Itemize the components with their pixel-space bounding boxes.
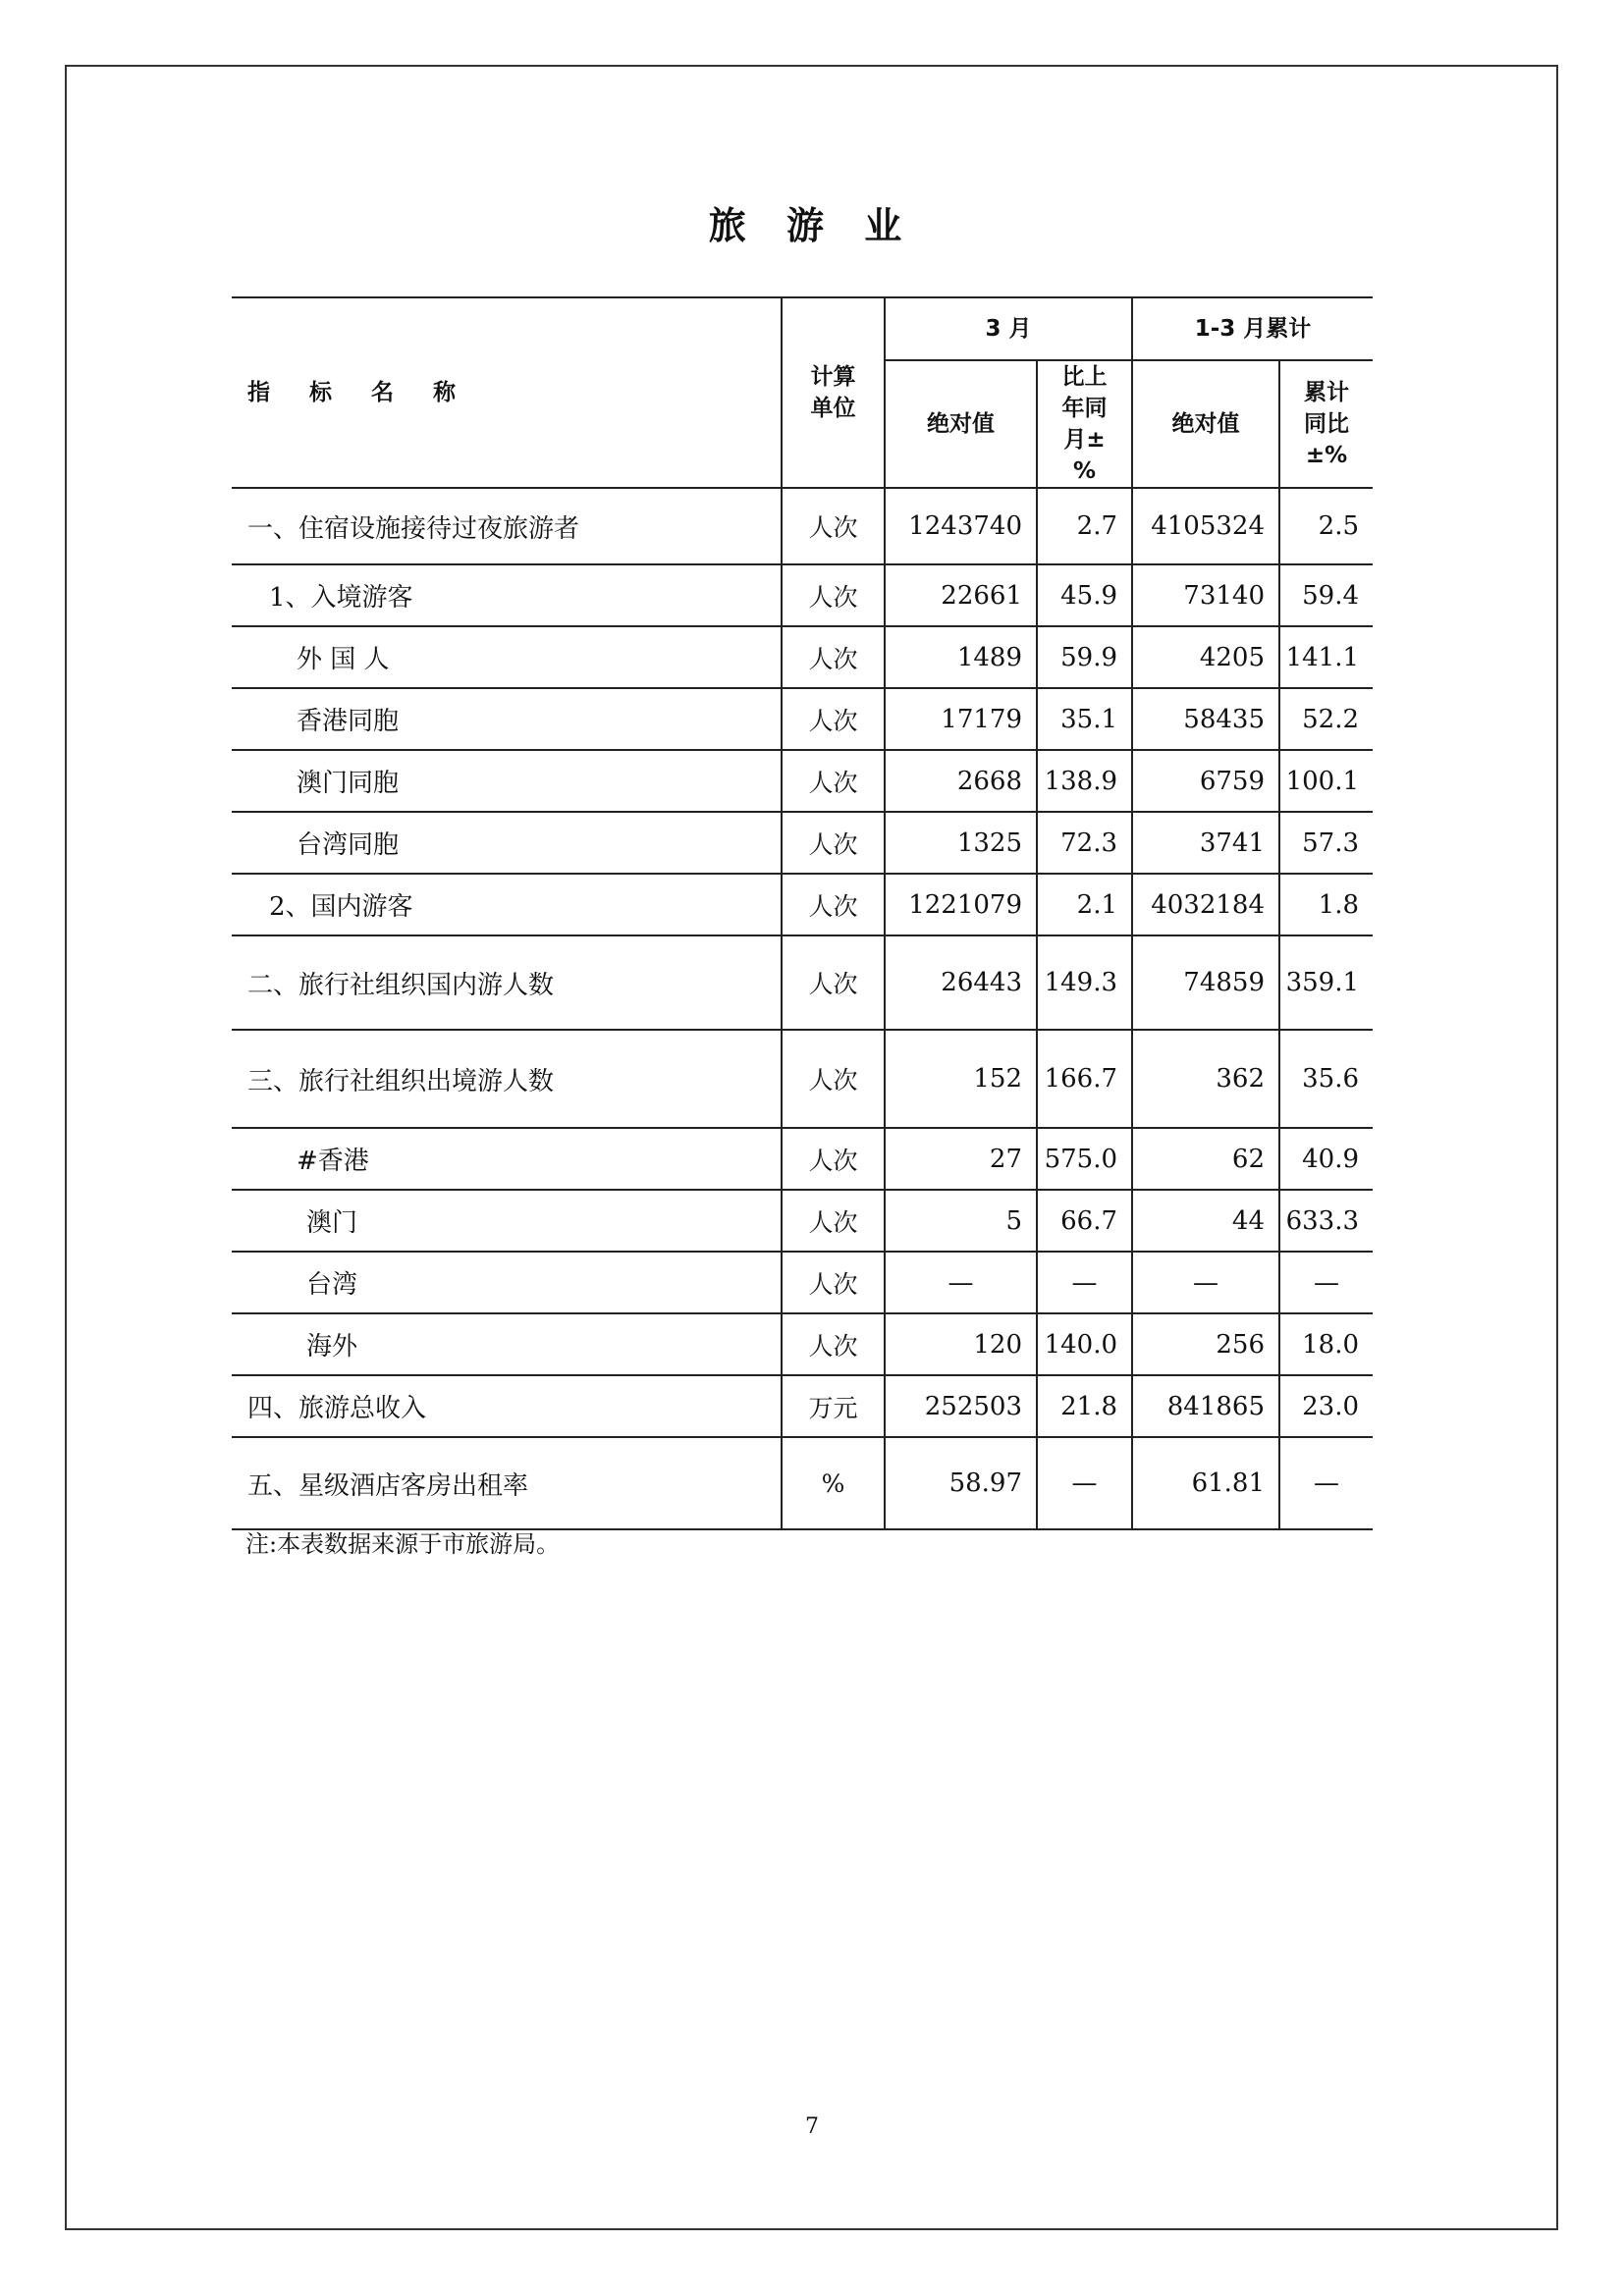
header-ytd-absolute: 绝对值: [1132, 360, 1279, 488]
table-row: [232, 1030, 1373, 1128]
row-month-change: 2.7: [1037, 488, 1132, 564]
table-row: [232, 1128, 1373, 1190]
row-label: 澳门同胞: [232, 750, 782, 812]
row-label: 一、住宿设施接待过夜旅游者: [232, 488, 782, 564]
table-row: [232, 626, 1373, 688]
table-row: [232, 750, 1373, 812]
row-ytd-absolute: 3741: [1132, 812, 1279, 874]
header-ytd-change-text: 累计同比±%: [1304, 380, 1350, 468]
row-month-absolute: 22661: [885, 564, 1037, 626]
row-month-absolute: 120: [885, 1313, 1037, 1375]
row-month-absolute: 27: [885, 1128, 1037, 1190]
row-ytd-absolute: 841865: [1132, 1375, 1279, 1437]
table-row: [232, 1252, 1373, 1313]
row-ytd-change: 100.1: [1279, 750, 1373, 812]
table-row: [232, 688, 1373, 750]
row-ytd-absolute: 58435: [1132, 688, 1279, 750]
table-row: [232, 1437, 1373, 1529]
row-month-change: —: [1037, 1252, 1132, 1313]
row-month-absolute: 58.97: [885, 1437, 1037, 1529]
row-ytd-change: —: [1279, 1252, 1373, 1313]
table-row: [232, 874, 1373, 935]
row-month-change: 21.8: [1037, 1375, 1132, 1437]
row-unit: 人次: [782, 1128, 885, 1190]
row-unit: 人次: [782, 564, 885, 626]
header-month-group: 3 月: [885, 297, 1132, 360]
row-ytd-absolute: 44: [1132, 1190, 1279, 1252]
row-label: 二、旅行社组织国内游人数: [232, 935, 782, 1030]
row-month-absolute: 152: [885, 1030, 1037, 1128]
row-ytd-change: 35.6: [1279, 1030, 1373, 1128]
row-label: 2、国内游客: [232, 874, 782, 935]
row-label: 1、入境游客: [232, 564, 782, 626]
row-month-change: 59.9: [1037, 626, 1132, 688]
row-unit: 人次: [782, 1190, 885, 1252]
row-month-change: 2.1: [1037, 874, 1132, 935]
header-month-absolute: 绝对值: [885, 360, 1037, 488]
row-ytd-absolute: —: [1132, 1252, 1279, 1313]
row-ytd-absolute: 73140: [1132, 564, 1279, 626]
row-ytd-change: 59.4: [1279, 564, 1373, 626]
row-unit: 万元: [782, 1375, 885, 1437]
table-row: [232, 564, 1373, 626]
row-ytd-absolute: 4105324: [1132, 488, 1279, 564]
row-month-change: 35.1: [1037, 688, 1132, 750]
row-ytd-absolute: 61.81: [1132, 1437, 1279, 1529]
row-unit: 人次: [782, 874, 885, 935]
row-month-change: 138.9: [1037, 750, 1132, 812]
row-ytd-absolute: 6759: [1132, 750, 1279, 812]
row-label: 台湾同胞: [232, 812, 782, 874]
row-ytd-absolute: 4205: [1132, 626, 1279, 688]
row-unit: 人次: [782, 750, 885, 812]
header-month-change: [1037, 360, 1132, 488]
row-label: 台湾: [232, 1252, 782, 1313]
row-ytd-change: 23.0: [1279, 1375, 1373, 1437]
row-month-change: 149.3: [1037, 935, 1132, 1030]
row-unit: %: [782, 1437, 885, 1529]
row-unit: 人次: [782, 1030, 885, 1128]
row-ytd-change: —: [1279, 1437, 1373, 1529]
page-title: 旅 游 业: [708, 204, 916, 247]
table-row: [232, 812, 1373, 874]
row-label: 五、星级酒店客房出租率: [232, 1437, 782, 1529]
row-ytd-absolute: 74859: [1132, 935, 1279, 1030]
row-unit: 人次: [782, 1313, 885, 1375]
row-ytd-change: 359.1: [1279, 935, 1373, 1030]
row-month-absolute: 1489: [885, 626, 1037, 688]
row-month-change: 45.9: [1037, 564, 1132, 626]
row-ytd-absolute: 4032184: [1132, 874, 1279, 935]
row-label: 三、旅行社组织出境游人数: [232, 1030, 782, 1128]
row-month-change: 66.7: [1037, 1190, 1132, 1252]
row-month-change: 72.3: [1037, 812, 1132, 874]
row-label: 澳门: [232, 1190, 782, 1252]
header-unit-text: 计算单位: [810, 364, 856, 421]
header-ytd-change: [1279, 360, 1373, 488]
row-month-absolute: 2668: [885, 750, 1037, 812]
row-unit: 人次: [782, 1252, 885, 1313]
page-number: 7: [805, 2114, 819, 2139]
table-row: [232, 1313, 1373, 1375]
table-body: [232, 488, 1373, 1529]
row-label: 外 国 人: [232, 626, 782, 688]
row-month-absolute: 1221079: [885, 874, 1037, 935]
row-ytd-change: 40.9: [1279, 1128, 1373, 1190]
header-month-change-text: 比上年同月±%: [1061, 364, 1108, 484]
row-ytd-change: 141.1: [1279, 626, 1373, 688]
table-row: [232, 1190, 1373, 1252]
row-month-absolute: 26443: [885, 935, 1037, 1030]
row-ytd-change: 633.3: [1279, 1190, 1373, 1252]
source-note: 注:本表数据来源于市旅游局。: [245, 1530, 561, 1558]
row-ytd-change: 57.3: [1279, 812, 1373, 874]
row-ytd-change: 18.0: [1279, 1313, 1373, 1375]
row-label: #香港: [232, 1128, 782, 1190]
header-indicator-name: 指 标 名 称: [232, 297, 782, 488]
row-unit: 人次: [782, 488, 885, 564]
row-label: 香港同胞: [232, 688, 782, 750]
table-row: [232, 1375, 1373, 1437]
row-label: 海外: [232, 1313, 782, 1375]
row-month-absolute: 5: [885, 1190, 1037, 1252]
row-ytd-absolute: 62: [1132, 1128, 1279, 1190]
row-ytd-absolute: 256: [1132, 1313, 1279, 1375]
row-label: 四、旅游总收入: [232, 1375, 782, 1437]
row-ytd-change: 2.5: [1279, 488, 1373, 564]
row-unit: 人次: [782, 626, 885, 688]
row-ytd-change: 52.2: [1279, 688, 1373, 750]
row-month-change: 140.0: [1037, 1313, 1132, 1375]
row-month-change: 166.7: [1037, 1030, 1132, 1128]
row-month-absolute: 17179: [885, 688, 1037, 750]
row-ytd-absolute: 362: [1132, 1030, 1279, 1128]
tourism-statistics-table: [232, 296, 1373, 1530]
row-month-change: 575.0: [1037, 1128, 1132, 1190]
row-month-absolute: —: [885, 1252, 1037, 1313]
table-row: [232, 935, 1373, 1030]
table-row: [232, 488, 1373, 564]
row-month-absolute: 252503: [885, 1375, 1037, 1437]
row-month-absolute: 1325: [885, 812, 1037, 874]
row-unit: 人次: [782, 935, 885, 1030]
row-month-change: —: [1037, 1437, 1132, 1529]
row-unit: 人次: [782, 812, 885, 874]
row-month-absolute: 1243740: [885, 488, 1037, 564]
header-unit: [782, 297, 885, 488]
header-ytd-group: 1-3 月累计: [1132, 297, 1373, 360]
row-unit: 人次: [782, 688, 885, 750]
row-ytd-change: 1.8: [1279, 874, 1373, 935]
